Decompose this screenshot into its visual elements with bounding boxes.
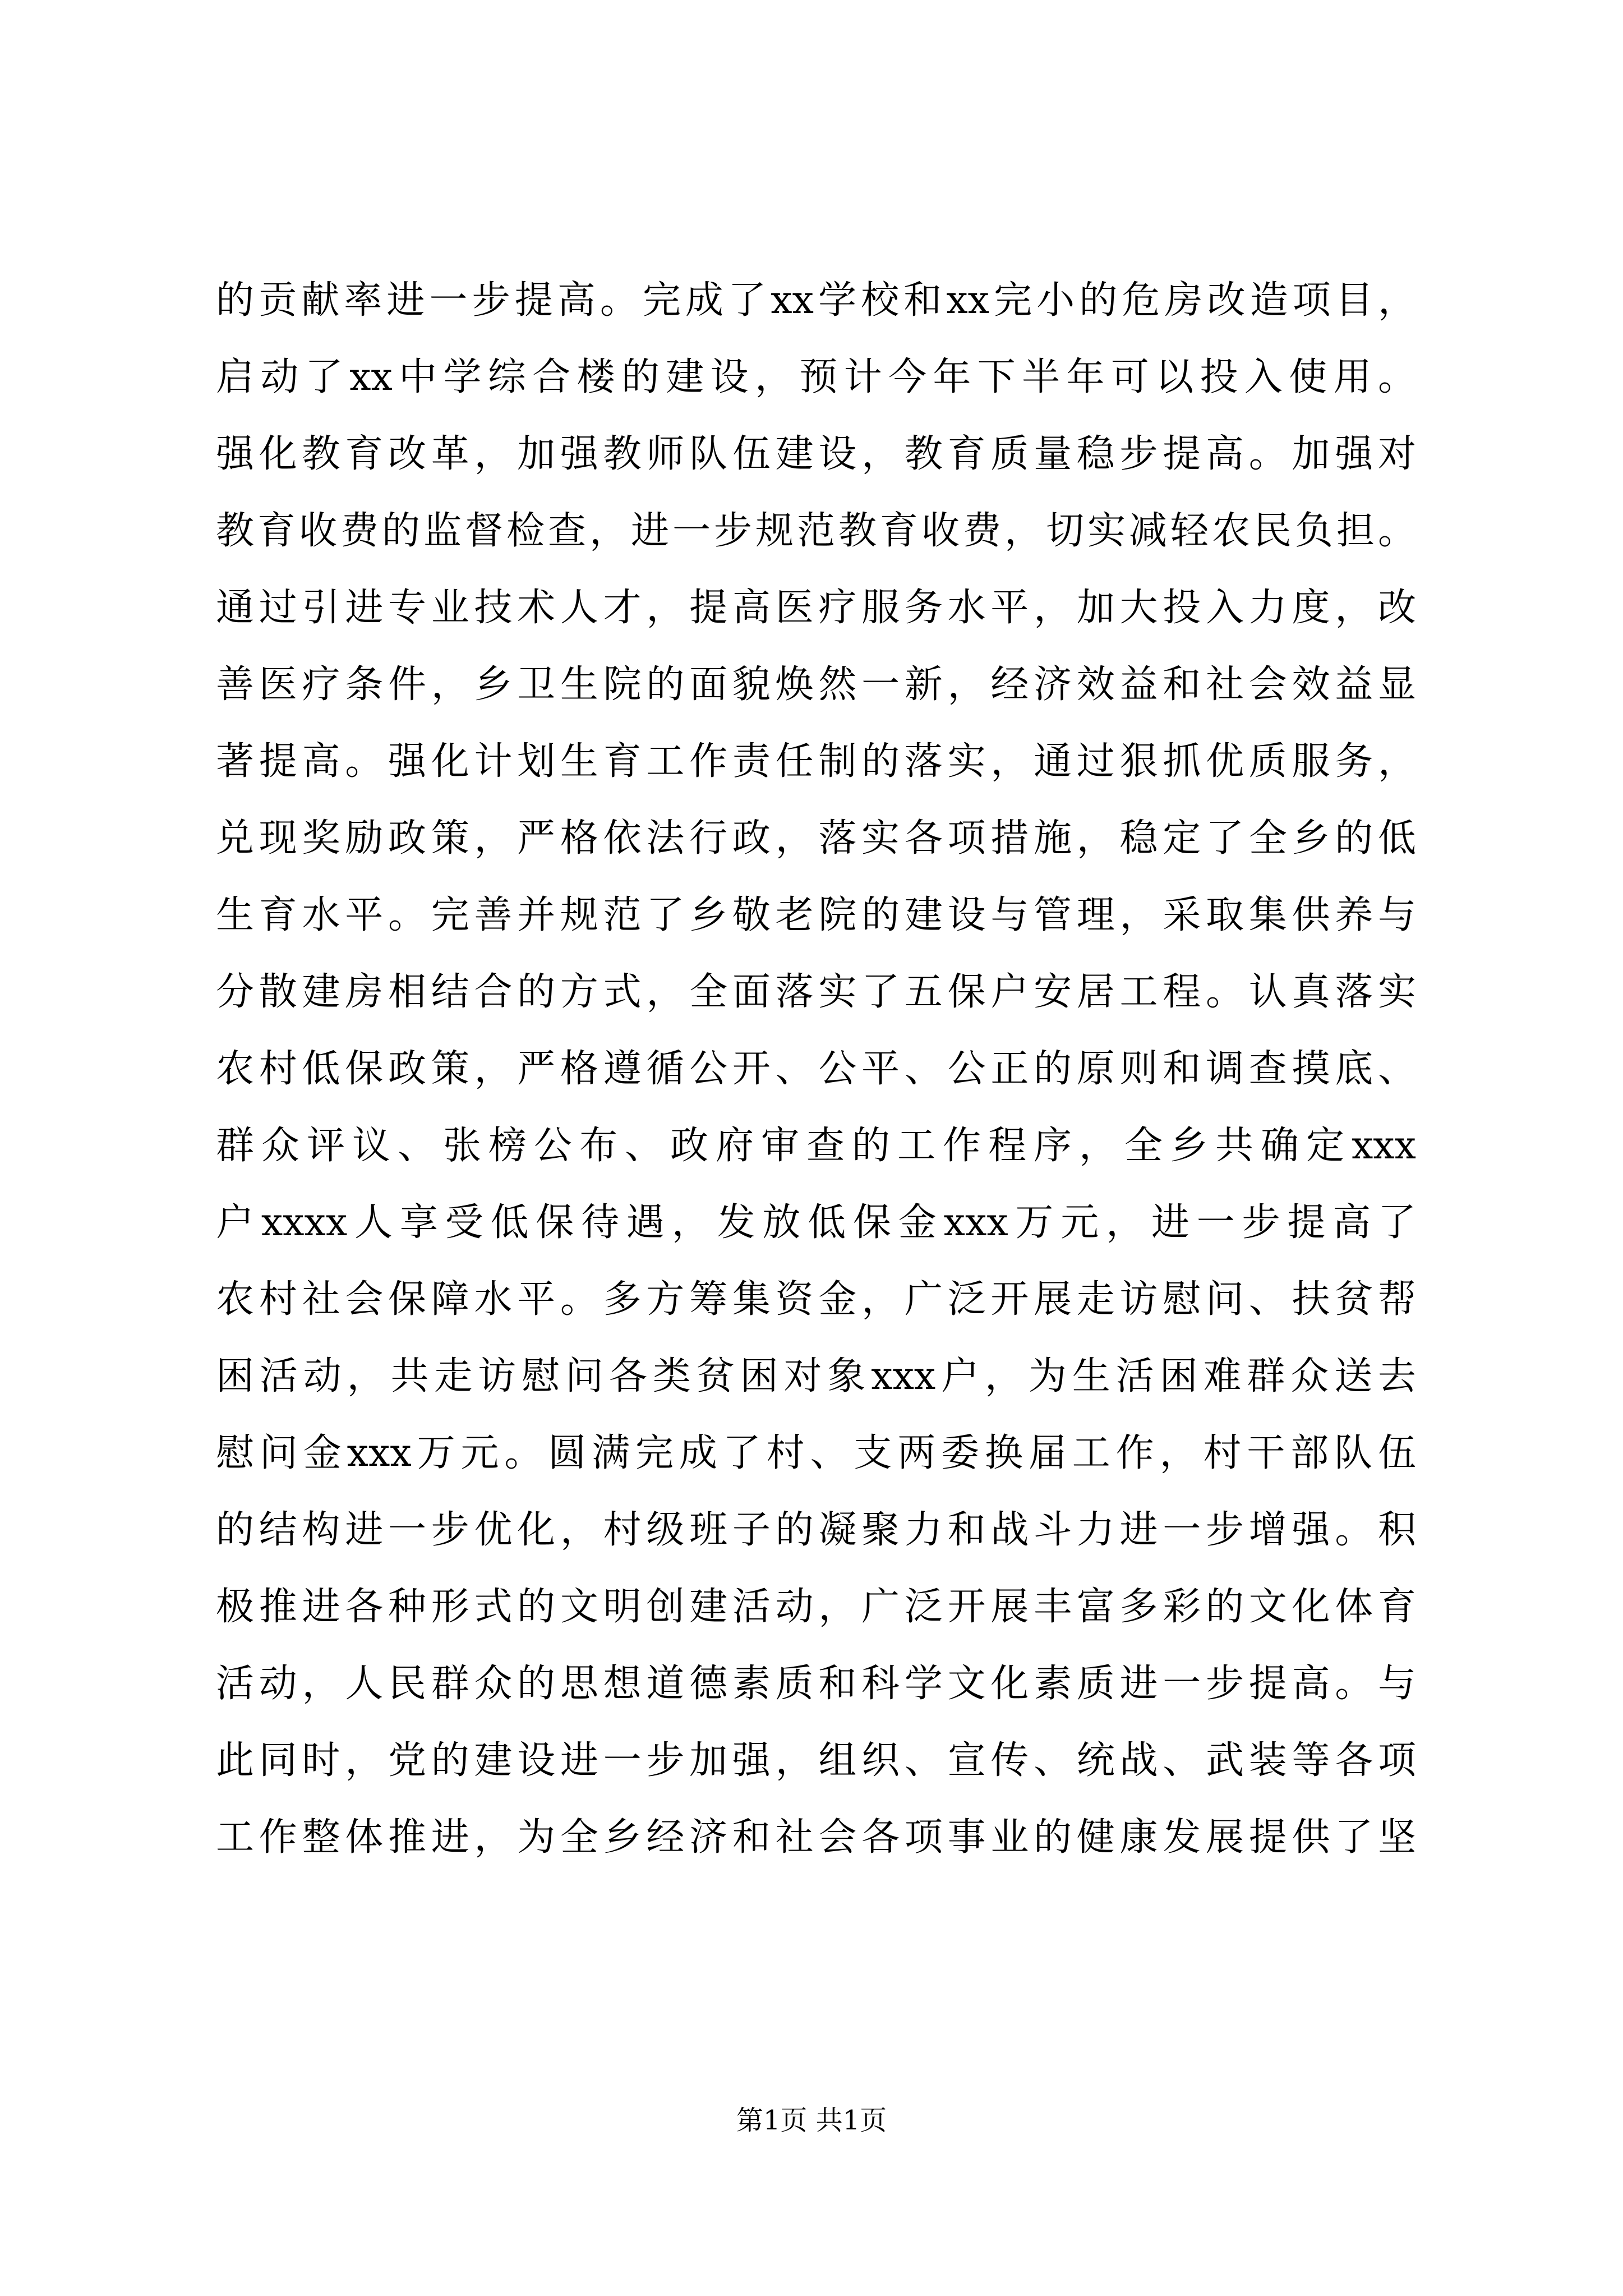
text-line: 农村社会保障水平。多方筹集资金，广泛开展走访慰问、扶贫帮 — [216, 1277, 1416, 1322]
text-line: 活动，人民群众的思想道德素质和科学文化素质进一步提高。与 — [216, 1662, 1416, 1706]
text-line: 兑现奖励政策，严格依法行政，落实各项措施，稳定了全乡的低 — [216, 816, 1416, 861]
text-line: 困活动，共走访慰问各类贫困对象xxx户，为生活困难群众送去 — [216, 1354, 1416, 1398]
text-line: 的贡献率进一步提高。完成了xx学校和xx完小的危房改造项目， — [216, 278, 1416, 323]
text-line: 著提高。强化计划生育工作责任制的落实，通过狠抓优质服务， — [216, 739, 1416, 784]
body-text — [216, 262, 1416, 1876]
text-line: 户xxxx人享受低保待遇，发放低保金xxx万元，进一步提高了 — [216, 1200, 1416, 1245]
text-line: 极推进各种形式的文明创建活动，广泛开展丰富多彩的文化体育 — [216, 1585, 1416, 1629]
text-line: 工作整体推进，为全乡经济和社会各项事业的健康发展提供了坚 — [216, 1815, 1416, 1860]
text-line: 农村低保政策，严格遵循公开、公平、公正的原则和调查摸底、 — [216, 1047, 1416, 1091]
text-line: 启动了xx中学综合楼的建设，预计今年下半年可以投入使用。 — [216, 355, 1416, 399]
text-line: 的结构进一步优化，村级班子的凝聚力和战斗力进一步增强。积 — [216, 1508, 1416, 1552]
page-number: 第1页 共1页 — [736, 2105, 887, 2136]
text-line: 分散建房相结合的方式，全面落实了五保户安居工程。认真落实 — [216, 970, 1416, 1014]
text-line: 教育收费的监督检查，进一步规范教育收费，切实减轻农民负担。 — [216, 509, 1416, 553]
page-footer — [0, 2104, 1623, 2137]
text-line: 慰问金xxx万元。圆满完成了村、支两委换届工作，村干部队伍 — [216, 1431, 1416, 1475]
text-line: 通过引进专业技术人才，提高医疗服务水平，加大投入力度，改 — [216, 586, 1416, 630]
text-line: 群众评议、张榜公布、政府审查的工作程序，全乡共确定xxx — [216, 1124, 1416, 1168]
text-line: 强化教育改革，加强教师队伍建设，教育质量稳步提高。加强对 — [216, 432, 1416, 476]
text-line: 善医疗条件，乡卫生院的面貌焕然一新，经济效益和社会效益显 — [216, 662, 1416, 707]
text-line: 生育水平。完善并规范了乡敬老院的建设与管理，采取集供养与 — [216, 893, 1416, 937]
text-line: 此同时，党的建设进一步加强，组织、宣传、统战、武装等各项 — [216, 1738, 1416, 1783]
